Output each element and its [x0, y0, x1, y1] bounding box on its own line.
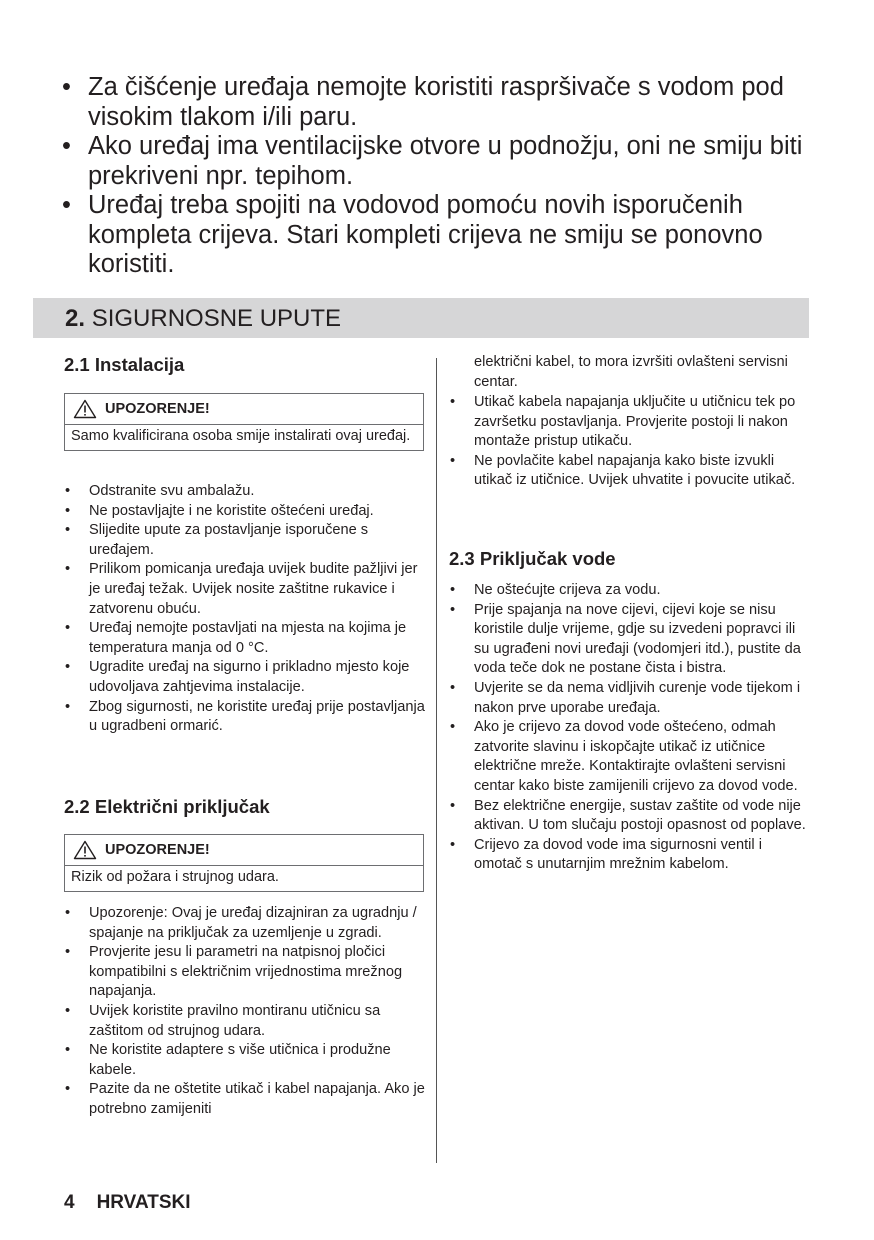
section-title-text: SIGURNOSNE UPUTE	[91, 305, 342, 332]
list-item: • Pazite da ne oštetite utikač i kabel napajanja. Ako je potrebno zamijeniti	[64, 1080, 426, 1119]
warning-label: UPOZORENJE!	[105, 842, 210, 858]
list-item: • Provjerite jesu li parametri na natpisnoj pločici kompatibilni s električnim vrijednostima mrežnog napajanja.	[64, 943, 426, 1002]
installation-warning-box	[64, 393, 424, 451]
footer-language: HRVATSKI	[96, 1192, 191, 1213]
list-item: • Ugradite uređaj na sigurno i prikladno mjesto koje udovoljava zahtjevima instalacije.	[64, 658, 426, 697]
water-list	[449, 581, 811, 875]
electrical-continuation: električni kabel, to mora izvršiti ovlašteni servisni centar.	[474, 354, 788, 390]
list-item: • Utikač kabela napajanja uključite u utičnicu tek po završetku postavljanja. Provjerite postoji li nakon montaže pristup utikaču.	[449, 393, 811, 452]
list-item: • Uređaj treba spojiti na vodovod pomoću novih isporučenih kompleta crijeva. Stari kompleti crijeva ne smiju se ponovno koristiti.	[60, 191, 820, 280]
electrical-list	[64, 904, 426, 1120]
electrical-heading: 2.2 Električni priključak	[64, 796, 270, 817]
list-item: • Ako je crijevo za dovod vode oštećeno, odmah zatvorite slavinu i iskopčajte utikač iz utičnice električne mreže. Kontaktirajte ovlašteni servisni centar kako biste zamijenili crijevo za dovod vode.	[449, 718, 811, 796]
list-item: • Ako uređaj ima ventilacijske otvore u podnožju, oni ne smiju biti prekriveni npr. tepihom.	[60, 132, 820, 191]
list-item: • Za čišćenje uređaja nemojte koristiti raspršivače s vodom pod visokim tlakom i/ili paru.	[60, 73, 820, 132]
warning-header	[65, 394, 423, 425]
list-item: • Ne oštećujte crijeva za vodu.	[449, 581, 811, 601]
list-item: • Zbog sigurnosti, ne koristite uređaj prije postavljanja u ugradbeni ormarić.	[64, 698, 426, 737]
intro-bullet-list	[60, 73, 820, 280]
list-item: • Prilikom pomicanja uređaja uvijek budite pažljivi jer je uređaj težak. Uvijek nosite zaštitne rukavice i zatvorenu obuću.	[64, 560, 426, 619]
list-item: • Upozorenje: Ovaj je uređaj dizajniran za ugradnju / spajanje na priključak za uzemljenje u zgradi.	[64, 904, 426, 943]
warning-triangle-icon	[73, 399, 97, 419]
section-number: 2.	[65, 305, 86, 332]
electrical-list-continued	[449, 393, 811, 491]
section-title	[65, 306, 341, 332]
list-item: • Ne postavljajte i ne koristite oštećeni uređaj.	[64, 502, 426, 522]
warning-triangle-icon	[73, 840, 97, 860]
list-item: • Uvjerite se da nema vidljivih curenje vode tijekom i nakon prve uporabe uređaja.	[449, 679, 811, 718]
warning-text: Samo kvalificirana osoba smije instalirati ovaj uređaj.	[71, 428, 411, 444]
list-item: • Crijevo za dovod vode ima sigurnosni ventil i omotač s unutarnjim mrežnim kabelom.	[449, 836, 811, 875]
list-item: • Ne koristite adaptere s više utičnica i produžne kabele.	[64, 1041, 426, 1080]
section-header-bar	[33, 298, 809, 338]
list-item: • Uvijek koristite pravilno montiranu utičnicu sa zaštitom od strujnog udara.	[64, 1002, 426, 1041]
list-item: • Slijedite upute za postavljanje isporučene s uređajem.	[64, 521, 426, 560]
installation-heading: 2.1 Instalacija	[64, 354, 185, 375]
warning-header	[65, 835, 423, 866]
electrical-warning-box	[64, 834, 424, 892]
water-heading: 2.3 Priključak vode	[449, 548, 616, 569]
list-item: • Bez električne energije, sustav zaštite od vode nije aktivan. U tom slučaju postoji opasnost od poplave.	[449, 797, 811, 836]
installation-list	[64, 482, 426, 737]
list-item: • Prije spajanja na nove cijevi, cijevi koje se nisu koristile dulje vrijeme, gdje su izvedeni popravci ili su ugrađeni novi uređaji (vodomjeri itd.), pustite da voda teče dok ne postane čista i bistra.	[449, 601, 811, 679]
column-divider	[436, 358, 437, 1163]
list-item: • Ne povlačite kabel napajanja kako biste izvukli utikač iz utičnice. Uvijek uhvatite i povucite utikač.	[449, 452, 811, 491]
page-number: 4	[64, 1192, 75, 1213]
page-footer	[64, 1192, 191, 1214]
warning-label: UPOZORENJE!	[105, 401, 210, 417]
list-item: • Odstranite svu ambalažu.	[64, 482, 426, 502]
list-item: • Uređaj nemojte postavljati na mjesta na kojima je temperatura manja od 0 °C.	[64, 619, 426, 658]
warning-text: Rizik od požara i strujnog udara.	[71, 869, 279, 885]
